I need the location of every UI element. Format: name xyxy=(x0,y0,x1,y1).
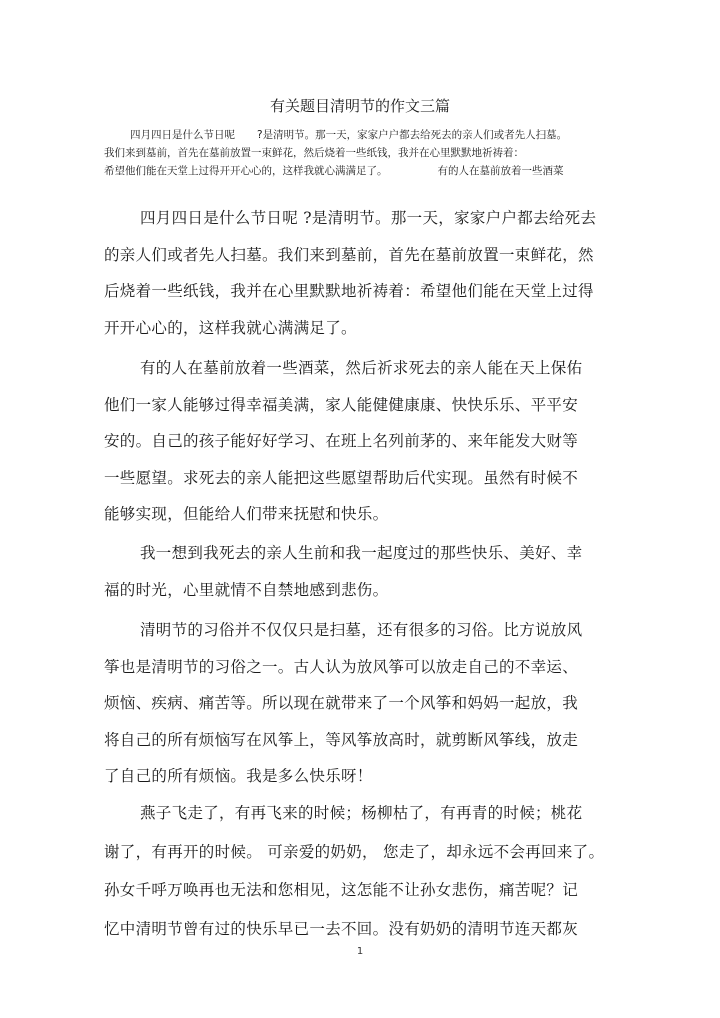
summary-text: 四月四日是什么节日呢 xyxy=(130,129,235,141)
paragraph-line: 能够实现，但能给人们带来抚慰和快乐。 xyxy=(104,505,389,523)
summary-line: 我们来到墓前，首先在墓前放置一束鲜花，然后烧着一些纸钱，我并在心里默默地祈祷着： xyxy=(104,147,524,159)
summary-line xyxy=(104,162,604,180)
paragraph-line: 的亲人们或者先人扫墓。我们来到墓前，首先在墓前放置一束鲜花，然 xyxy=(104,245,594,264)
paragraph xyxy=(104,350,604,533)
document-title: 有关题目清明节的作文三篇 xyxy=(269,97,450,115)
paragraph-line: 开开心心的，这样我就心满满足了。 xyxy=(104,318,357,337)
paragraph-line: 福的时光，心里就情不自禁地感到悲伤。 xyxy=(104,580,389,599)
paragraph-line: 燕子飞走了，有再飞来的时候；杨柳枯了，有再青的时候；桃花 xyxy=(140,804,583,822)
paragraph xyxy=(104,612,604,795)
paragraph-line: 他们一家人能够过得幸福美满，家人能健健康康、快快乐乐、平平安 xyxy=(104,395,579,414)
paragraph xyxy=(104,794,604,948)
paragraph-line: 孙女千呼万唤再也无法和您相见，这怎能不让孙女悲伤，痛苦呢？记 xyxy=(104,881,579,899)
paragraph-line: 将自己的所有烦恼写在风筝上，等风筝放高时，就剪断风筝线，放走 xyxy=(104,730,579,749)
paragraph-line: 筝也是清明节的习俗之一。古人认为放风筝可以放走自己的不幸运、 xyxy=(104,657,579,676)
paragraph-line: 四月四日是什么节日呢 ?是清明节。那一天，家家户户都去给死去 xyxy=(140,209,597,227)
paragraph-line: 我一想到我死去的亲人生前和我一起度过的那些快乐、美好、幸 xyxy=(140,544,583,562)
summary-text: ?是清明节。那一天，家家户户都去给死去的亲人们或者先人扫墓。 xyxy=(257,129,568,141)
summary-text: 希望他们能在天堂上过得开开心心的，这样我就心满满足了。 xyxy=(104,165,388,177)
paragraph-line: 了自己的所有烦恼。我是多么快乐呀！ xyxy=(104,767,373,785)
summary-block xyxy=(104,126,604,180)
paragraph-line: 一些愿望。求死去的亲人能把这些愿望帮助后代实现。虽然有时候不 xyxy=(104,468,579,487)
paragraph-line: 烦恼、疾病、痛苦等。所以现在就带来了一个风筝和妈妈一起放，我 xyxy=(104,694,579,712)
page-number: 1 xyxy=(356,946,364,957)
summary-line xyxy=(104,126,604,144)
summary-text: 有的人在墓前放着一些酒菜 xyxy=(437,165,564,177)
paragraph-line: 谢了，有再开的时候。 可亲爱的奶奶， 您走了，却永远不会再回来了。 xyxy=(104,842,605,861)
paragraph-line: 忆中清明节曾有过的快乐早已一去不回。没有奶奶的清明节连天都灰 xyxy=(104,919,579,938)
paragraph-line: 有的人在墓前放着一些酒菜，然后祈求死去的亲人能在天上保佑 xyxy=(140,359,583,377)
paragraph-line: 后烧着一些纸钱，我并在心里默默地祈祷着：希望他们能在天堂上过得 xyxy=(104,282,594,300)
paragraph-line: 安的。自己的孩子能好好学习、在班上名列前茅的、来年能发大财等 xyxy=(104,432,579,450)
paragraph-line: 清明节的习俗并不仅仅只是扫墓，还有很多的习俗。比方说放风 xyxy=(140,621,583,639)
paragraph xyxy=(104,535,604,608)
paragraph xyxy=(104,200,604,346)
